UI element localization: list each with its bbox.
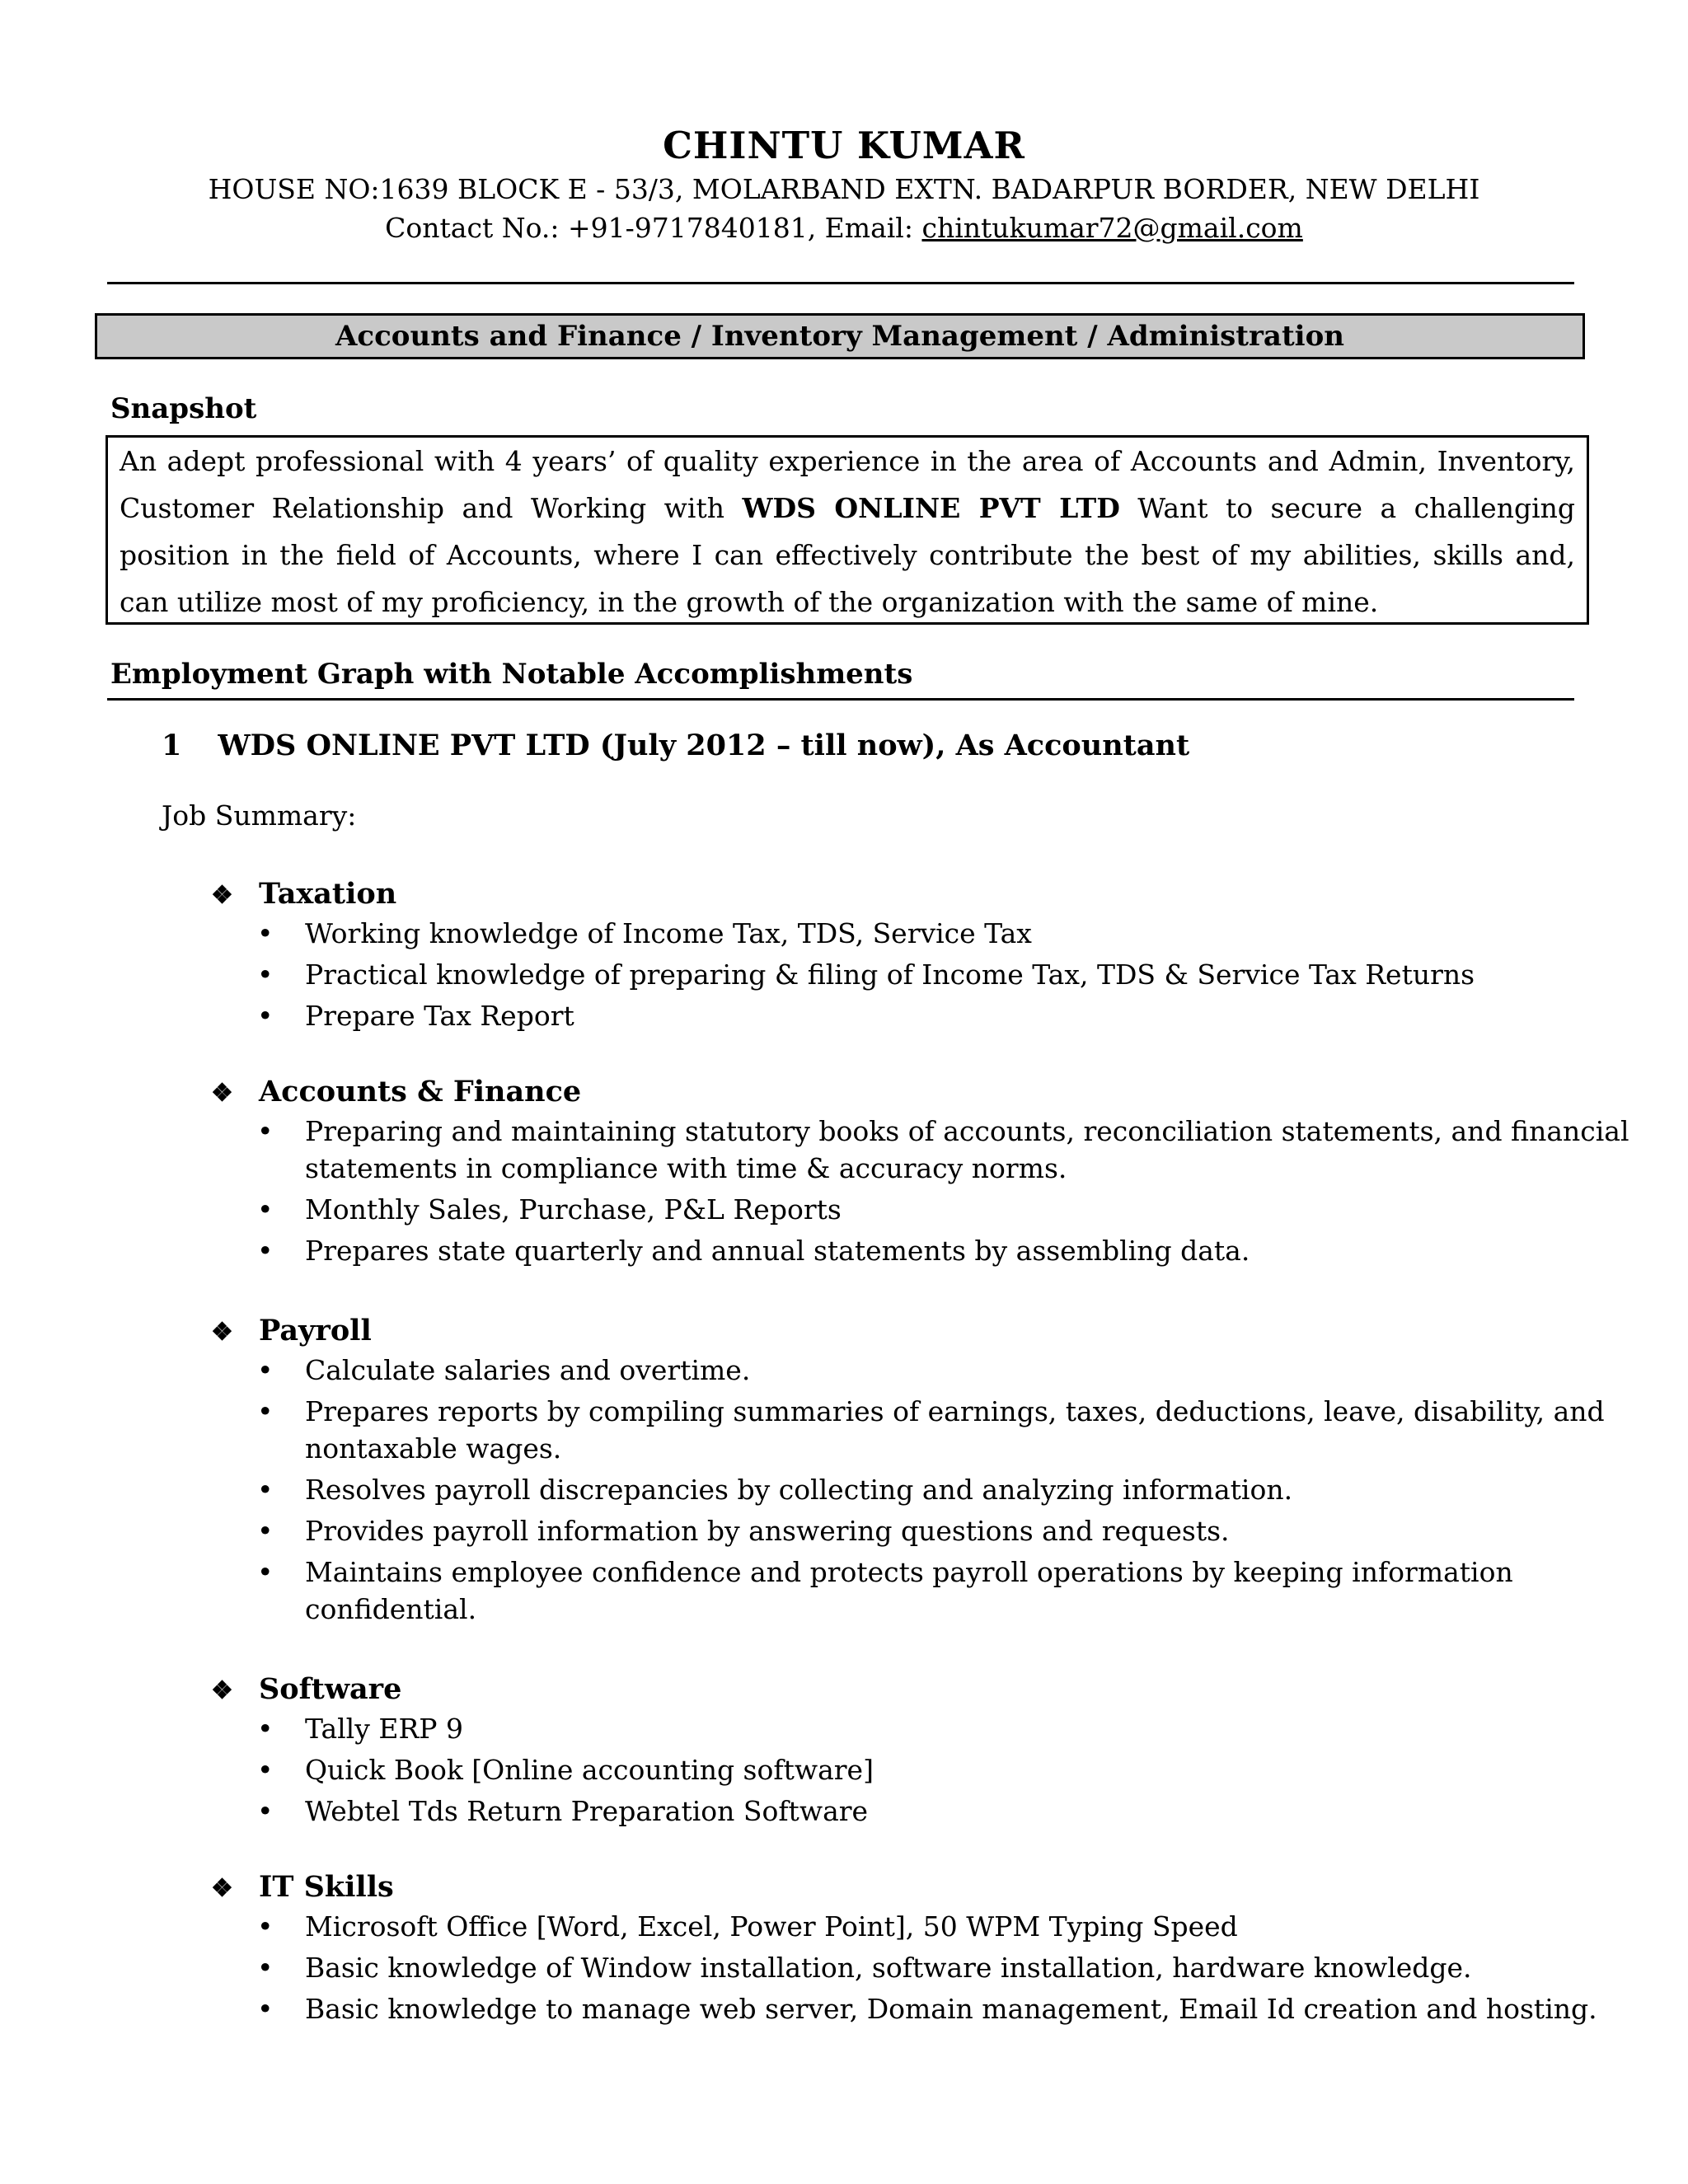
list-item: • Prepare Tax Report: [211, 997, 1673, 1034]
section-title: Taxation: [259, 877, 397, 911]
list-item: • Working knowledge of Income Tax, TDS, Service Tax: [211, 915, 1673, 952]
section-it-skills: [211, 1867, 1673, 2032]
role-banner: Accounts and Finance / Inventory Management / Administration: [95, 313, 1585, 359]
list-item: • Tally ERP 9: [211, 1710, 1673, 1747]
list-item: • Prepares reports by compiling summaries of earnings, taxes, deductions, leave, disability, and nontaxable wages.: [211, 1393, 1673, 1467]
section-heading: [211, 874, 1673, 915]
snapshot-text-before: An adept professional with 4 years’ of quality experience in the area of Accounts and Admin, Inventory, Customer Relationship and Working with: [120, 445, 1575, 524]
snapshot-heading: Snapshot: [110, 392, 257, 425]
list-item: • Calculate salaries and overtime.: [211, 1352, 1673, 1389]
list-item: • Maintains employee confidence and protects payroll operations by keeping information confidential.: [211, 1554, 1673, 1628]
diamond-bullet-icon: ❖: [211, 1079, 233, 1108]
list-item: • Basic knowledge of Window installation, software installation, hardware knowledge.: [211, 1949, 1673, 1986]
candidate-name: CHINTU KUMAR: [663, 124, 1025, 167]
diamond-bullet-icon: ❖: [211, 1676, 233, 1705]
section-heading: [211, 1071, 1673, 1113]
list-item: • Provides payroll information by answering questions and requests.: [211, 1512, 1673, 1549]
list-item: • Microsoft Office [Word, Excel, Power Point], 50 WPM Typing Speed: [211, 1908, 1673, 1945]
header-divider: [107, 282, 1574, 284]
job-title-text: WDS ONLINE PVT LTD (July 2012 – till now), As Accountant: [218, 729, 1190, 762]
section-taxation: [211, 874, 1673, 1038]
job-summary-label: Job Summary:: [162, 799, 357, 832]
list-item: • Practical knowledge of preparing & filing of Income Tax, TDS & Service Tax Returns: [211, 956, 1673, 993]
snapshot-text-after: Want to secure a challenging position in the field of Accounts, where I can effectively contribute the best of my abilities, skills and, can utilize most of my proficiency, in the growth of the organization with the same of mine.: [120, 492, 1575, 618]
list-item: • Basic knowledge to manage web server, Domain management, Email Id creation and hosting.: [211, 1990, 1673, 2027]
section-title: Software: [259, 1672, 402, 1706]
section-payroll: [211, 1310, 1673, 1632]
section-title: Payroll: [259, 1314, 372, 1347]
list-item: • Preparing and maintaining statutory books of accounts, reconciliation statements, and financial statements in compliance with time & accuracy norms.: [211, 1113, 1673, 1187]
list-item: • Resolves payroll discrepancies by collecting and analyzing information.: [211, 1471, 1673, 1508]
job-title: [162, 729, 1189, 762]
list-item: • Quick Book [Online accounting software]: [211, 1751, 1673, 1788]
list-item: • Webtel Tds Return Preparation Software: [211, 1793, 1673, 1830]
contact-prefix: Contact No.: +91-9717840181, Email:: [385, 212, 922, 244]
snapshot-box: [106, 435, 1589, 625]
section-heading: [211, 1867, 1673, 1908]
diamond-bullet-icon: ❖: [211, 881, 233, 910]
section-heading: [211, 1669, 1673, 1710]
section-accounts-finance: [211, 1071, 1673, 1273]
section-title: IT Skills: [259, 1870, 394, 1904]
section-heading: [211, 1310, 1673, 1352]
employment-divider: [107, 698, 1574, 701]
email-link[interactable]: chintukumar72@gmail.com: [921, 212, 1303, 244]
section-title: Accounts & Finance: [259, 1075, 582, 1108]
snapshot-company: WDS ONLINE PVT LTD: [742, 492, 1120, 524]
section-software: [211, 1669, 1673, 1834]
list-item: • Prepares state quarterly and annual statements by assembling data.: [211, 1232, 1673, 1269]
diamond-bullet-icon: ❖: [211, 1318, 233, 1347]
list-item: • Monthly Sales, Purchase, P&L Reports: [211, 1191, 1673, 1228]
contact-line: [0, 212, 1688, 244]
employment-heading: Employment Graph with Notable Accomplishments: [110, 658, 913, 691]
job-number: 1: [162, 729, 182, 762]
address: HOUSE NO:1639 BLOCK E - 53/3, MOLARBAND EXTN. BADARPUR BORDER, NEW DELHI: [208, 173, 1480, 205]
diamond-bullet-icon: ❖: [211, 1874, 233, 1903]
